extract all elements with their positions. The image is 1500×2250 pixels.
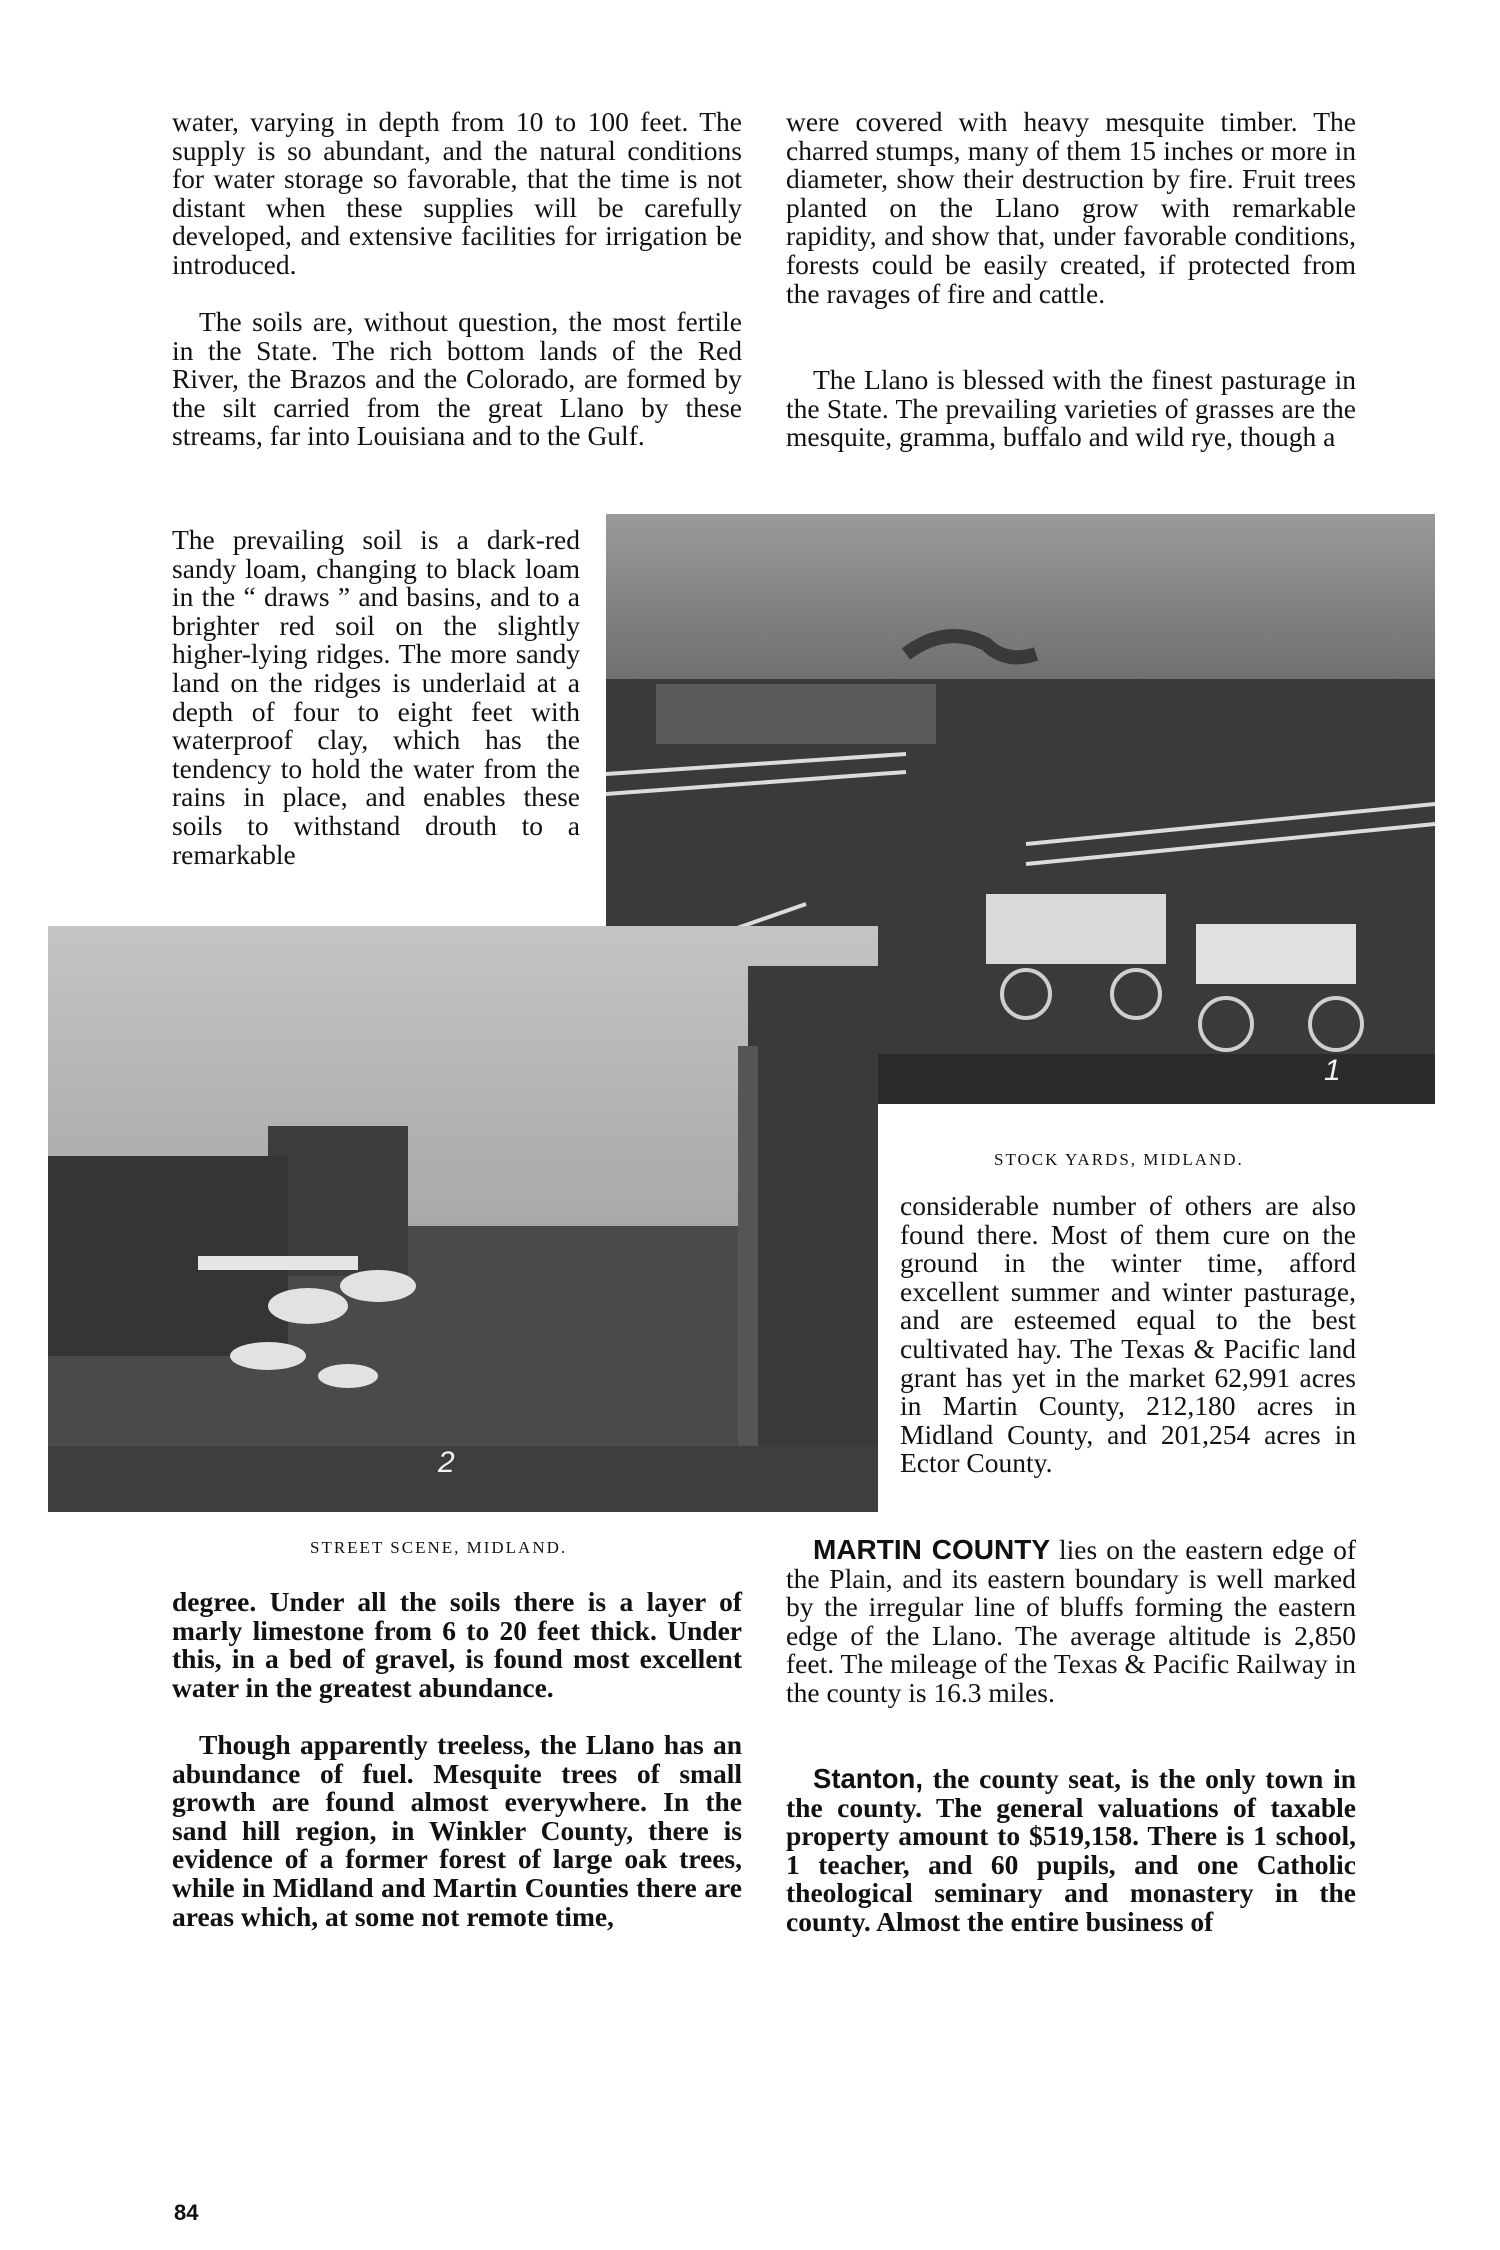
right-col-paragraph-mesquite: were covered with heavy mesquite timber. The charred stumps, many of them 15 inches or more in diameter, show their destruction by fire. Fruit trees planted on the Llano grow with remarkable rapidity, and show that, under favorable conditions, forests could be easily created, if protected from the ravages of fire and cattle. [786,106,1356,309]
left-col-paragraph-limestone: degree. Under all the soils there is a layer of marly limestone from 6 to 20 feet thick. Under this, in a bed of gravel, is found most excellent water in the greatest abundance. [172,1586,742,1703]
stanton-text: the county seat, is the only town in the county. The general valuations of taxable property amount to $519,158. There is 1 school, 1 teacher, and 60 pupils, and one Catholic theological seminary and monastery in the county. Almost the entire business of [786,1763,1357,1937]
left-col-paragraph-fuel: Though apparently treeless, the Llano has an abundance of fuel. Mesquite trees of small growth are found almost everywhere. In the sand hill region, in Winkler County, there is evidence of a former forest of large oak trees, while in Midland and Martin Counties there are areas which, at some not remote time, [172,1729,742,1932]
stanton-heading: Stanton, [813,1763,923,1794]
right-col-paragraph-pasturage: The Llano is blessed with the finest pasturage in the State. The prevailing varieties of grasses are the mesquite, gramma, buffalo and wild rye, though a [786,364,1356,453]
left-col-paragraph-water: water, varying in depth from 10 to 100 feet. The supply is so abundant, and the natural conditions for water storage so favorable, that the time is not distant when these supplies will be carefully developed, and extensive facilities for irrigation be introduced. [172,106,742,280]
martin-county-paragraph [786,1536,1356,1708]
left-col-paragraph-soils-wrap: The prevailing soil is a dark-red sandy loam, changing to black loam in the “ draws ” and basins, and to a brighter red soil on the slightly higher-lying ridges. The more sandy land on the ridges is underlaid at a depth of four to eight feet with waterproof clay, which has the tendency to hold the water from the rains in place, and enables these soils to withstand drouth to a remarkable [172,524,580,870]
street-scene-illustration [48,926,878,1512]
right-col-paragraph-grasses: considerable number of others are also found there. Most of them cure on the ground in the winter time, afford excellent summer and winter pasturage, and are esteemed equal to the best cultivated hay. The Texas & Pacific land grant has yet in the market 62,991 acres in Martin County, 212,180 acres in Midland County, and 201,254 acres in Ector County. [900,1190,1356,1479]
stock-yards-caption: STOCK YARDS, MIDLAND. [994,1150,1244,1169]
street-scene-caption: STREET SCENE, MIDLAND. [310,1538,568,1557]
stock-yards-photo-number: 1 [1324,1054,1341,1087]
left-col-paragraph-soils: The soils are, without question, the most fertile in the State. The rich bottom lands of the Red River, the Brazos and the Colorado, are formed by the silt carried from the great Llano by these streams, far into Louisiana and to the Gulf. [172,306,742,452]
page-number: 84 [174,2200,199,2225]
street-scene-photo [48,926,878,1512]
stanton-paragraph [786,1765,1356,1937]
martin-county-text: lies on the eastern edge of the Plain, and its eastern boundary is well marked by the irregular line of bluffs forming the eastern edge of the Llano. The average altitude is 2,850 feet. The mileage of the Texas & Pacific Railway in the county is 16.3 miles. [786,1534,1356,1708]
street-scene-photo-number: 2 [438,1446,455,1479]
martin-county-heading: MARTIN COUNTY [813,1534,1050,1565]
